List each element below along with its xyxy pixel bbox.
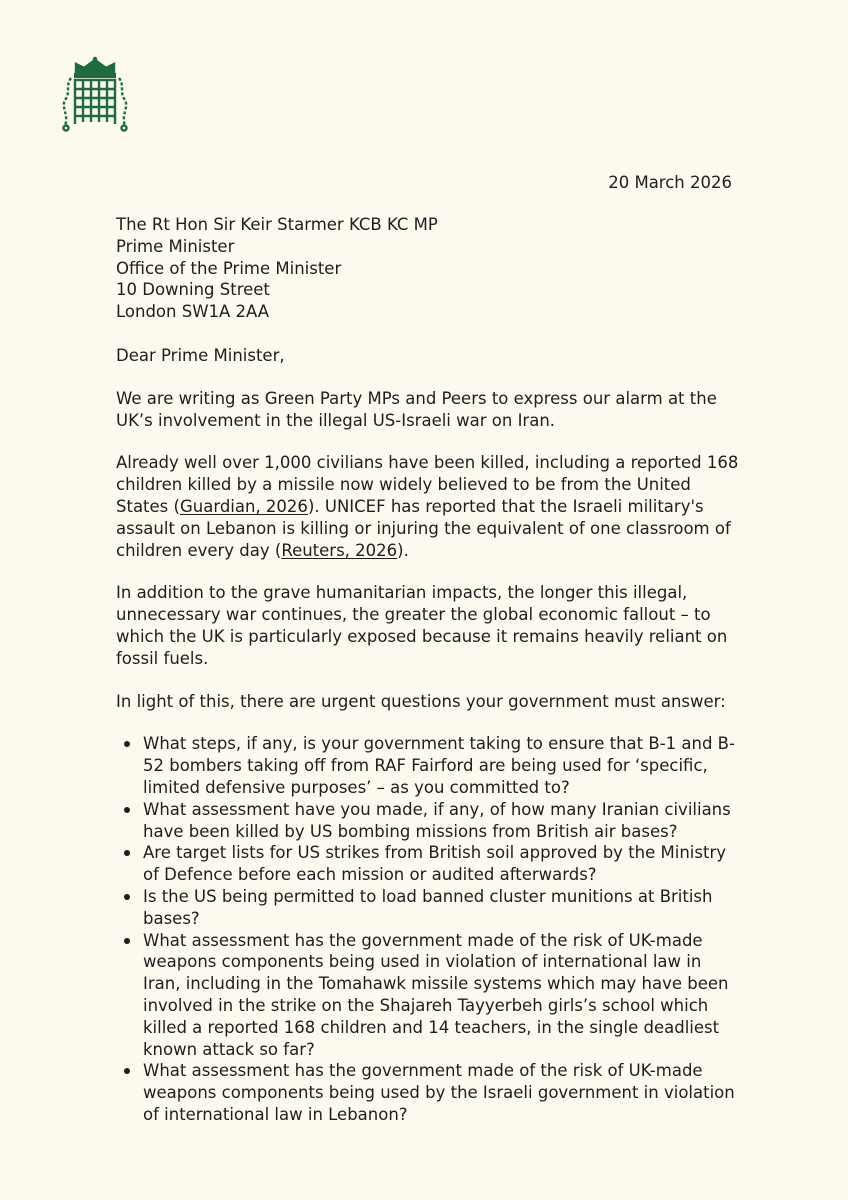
guardian-link[interactable]: Guardian, 2026 [179, 496, 308, 516]
reuters-link[interactable]: Reuters, 2026 [281, 540, 398, 560]
question-item: Are target lists for US strikes from British soil approved by the Ministry of Defence before each mission or audited afterwards? [143, 842, 740, 886]
portcullis-crest-icon [62, 56, 128, 132]
salutation: Dear Prime Minister, [116, 345, 285, 365]
question-item: What assessment have you made, if any, of how many Iranian civilians have been killed by US bombing missions from British air bases? [143, 799, 740, 843]
civilians-paragraph [116, 452, 740, 561]
recipient-address [116, 214, 740, 323]
civilians-text-2: ). UNICEF has reported that the Israeli military's assault on Lebanon is killing or injuring the equivalent of one classroom of children every day ( [116, 496, 731, 560]
question-item: What assessment has the government made of the risk of UK-made weapons components being used in violation of international law in Iran, including in the Tomahawk missile systems which may have been involved in the strike on the Shajareh Tayyerbeh girls’s school which killed a reported 168 children and 14 teachers, in the single deadliest known attack so far? [143, 930, 740, 1061]
question-item: What steps, if any, is your government taking to ensure that B-1 and B-52 bombers taking off from RAF Fairford are being used for ‘specific, limited defensive purposes’ – as you committed to? [143, 733, 740, 798]
letter-body [116, 214, 740, 1126]
recipient-title: Prime Minister [116, 236, 235, 256]
civilians-text-1: Already well over 1,000 civilians have been killed, including a reported 168 children killed by a missile now widely believed to be from the United States ( [116, 453, 739, 516]
recipient-street: 10 Downing Street [116, 280, 270, 300]
questions-list [116, 733, 740, 1125]
recipient-city: London SW1A 2AA [116, 302, 270, 322]
civilians-text-3: ). [397, 540, 409, 560]
recipient-office: Office of the Prime Minister [116, 258, 342, 278]
economic-paragraph: In addition to the grave humanitarian impacts, the longer this illegal, unnecessary war continues, the greater the global economic fallout – to which the UK is particularly exposed because it remains heavily reliant on fossil fuels. [116, 583, 728, 668]
intro-paragraph: We are writing as Green Party MPs and Peers to express our alarm at the UK’s involvement in the illegal US-Israeli war on Iran. [116, 388, 717, 430]
questions-intro: In light of this, there are urgent questions your government must answer: [116, 691, 726, 711]
letter-date: 20 March 2026 [608, 173, 732, 192]
question-item: What assessment has the government made of the risk of UK-made weapons components being used by the Israeli government in violation of international law in Lebanon? [143, 1060, 740, 1125]
question-item: Is the US being permitted to load banned cluster munitions at British bases? [143, 886, 740, 930]
recipient-name: The Rt Hon Sir Keir Starmer KCB KC MP [116, 215, 438, 234]
